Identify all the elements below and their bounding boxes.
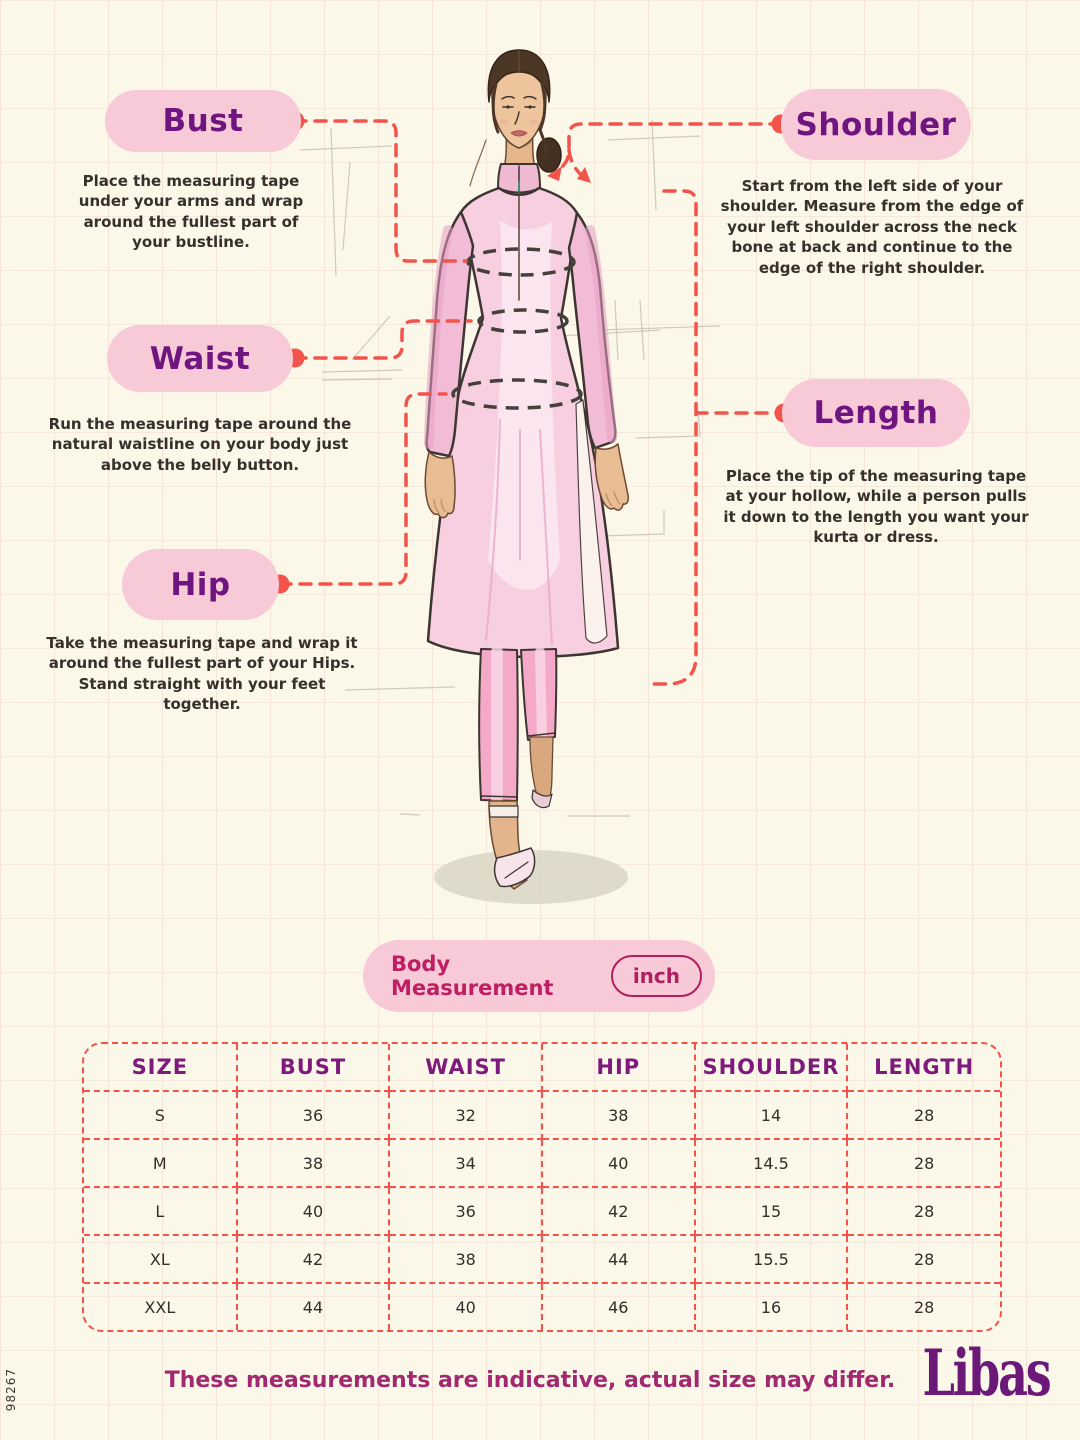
- cell: 28: [847, 1091, 1000, 1139]
- brand-logo: Libas: [922, 1336, 1050, 1411]
- cell: 44: [237, 1283, 390, 1330]
- table-row: [84, 1091, 1000, 1139]
- cell: 42: [237, 1235, 390, 1283]
- shoulder-label-pill: [781, 89, 971, 160]
- cell: XL: [84, 1235, 237, 1283]
- cell: 15: [695, 1187, 848, 1235]
- cell: 28: [847, 1235, 1000, 1283]
- length-description: Place the tip of the measuring tape at your hollow, while a person pulls it down to the length you want your kurta or dress.: [723, 467, 1029, 547]
- table-row: [84, 1235, 1000, 1283]
- cell: 40: [389, 1283, 542, 1330]
- cell: 34: [389, 1139, 542, 1187]
- cell: M: [84, 1139, 237, 1187]
- table-row: [84, 1187, 1000, 1235]
- bust-connector: [295, 121, 466, 261]
- waist-label-pill: [107, 325, 293, 392]
- cell: 38: [542, 1091, 695, 1139]
- cell: 14.5: [695, 1139, 848, 1187]
- unit-badge: inch: [611, 955, 702, 997]
- size-chart-table: [82, 1042, 1002, 1332]
- col-header-waist: WAIST: [389, 1044, 542, 1091]
- cell: 40: [542, 1139, 695, 1187]
- cell: 36: [389, 1187, 542, 1235]
- table-header-row: [84, 1044, 1000, 1091]
- table-row: [84, 1283, 1000, 1330]
- hip-description: Take the measuring tape and wrap it around the fullest part of your Hips. Stand straight with your feet together.: [46, 634, 358, 714]
- shoulder-label: Shoulder: [795, 106, 957, 143]
- waist-description: Run the measuring tape around the natural waistline on your body just above the belly button.: [48, 415, 352, 474]
- cell: 46: [542, 1283, 695, 1330]
- cell: 40: [237, 1187, 390, 1235]
- cell: 15.5: [695, 1235, 848, 1283]
- table-row: [84, 1139, 1000, 1187]
- bust-label-pill: [105, 90, 301, 152]
- cell: XXL: [84, 1283, 237, 1330]
- cell: S: [84, 1091, 237, 1139]
- side-code: 98267: [4, 1368, 18, 1412]
- cell: 32: [389, 1091, 542, 1139]
- col-header-length: LENGTH: [847, 1044, 1000, 1091]
- shoulder-connector: [556, 124, 781, 171]
- cell: 14: [695, 1091, 848, 1139]
- length-label-pill: [782, 379, 970, 447]
- col-header-shoulder: SHOULDER: [695, 1044, 848, 1091]
- cell: 16: [695, 1283, 848, 1330]
- cell: 42: [542, 1187, 695, 1235]
- cell: 36: [237, 1091, 390, 1139]
- hip-label-pill: [122, 549, 279, 620]
- col-header-size: SIZE: [84, 1044, 237, 1091]
- body-measurement-banner: [363, 940, 715, 1012]
- bust-label: Bust: [162, 103, 244, 139]
- bust-description: Place the measuring tape under your arms and wrap around the fullest part of your bustline.: [78, 172, 304, 252]
- banner-title: Body Measurement: [391, 952, 554, 1000]
- waist-label: Waist: [149, 340, 251, 377]
- hip-label: Hip: [170, 566, 231, 603]
- shoulder-description: Start from the left side of your shoulder. Measure from the edge of your left shoulder across the neck bone at back and continue to the edge of the right shoulder.: [720, 177, 1024, 277]
- cell: 28: [847, 1139, 1000, 1187]
- cell: L: [84, 1187, 237, 1235]
- length-label: Length: [813, 395, 939, 431]
- cell: 38: [237, 1139, 390, 1187]
- figure: [425, 50, 628, 889]
- disclaimer-text: These measurements are indicative, actual size may differ.: [164, 1368, 896, 1393]
- cell: 28: [913, 1297, 935, 1317]
- cell: 44: [542, 1235, 695, 1283]
- col-header-bust: BUST: [237, 1044, 390, 1091]
- cell: 28: [847, 1187, 1000, 1235]
- cell: 38: [389, 1235, 542, 1283]
- col-header-hip: HIP: [542, 1044, 695, 1091]
